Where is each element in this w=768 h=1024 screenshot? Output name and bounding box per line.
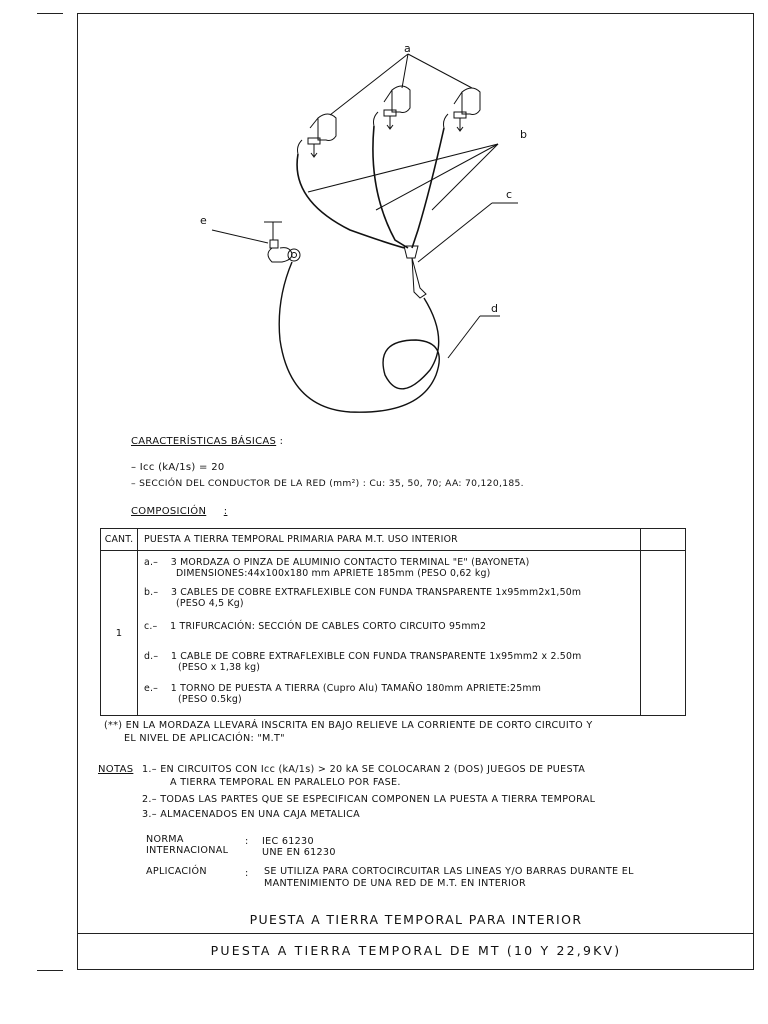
items-cell (138, 551, 641, 716)
nota-2: 2.– TODAS LAS PARTES QUE SE ESPECIFICAN COMPONEN LA PUESTA A TIERRA TEMPORAL (142, 794, 596, 805)
label-a: a (404, 42, 411, 55)
margin-tick-bottom (37, 970, 63, 971)
composicion-colon: : (223, 506, 228, 517)
title-block-title2: PUESTA A TIERRA TEMPORAL DE MT (10 Y 22,9KV) (210, 943, 622, 958)
mordaza-note-line1: (**) EN LA MORDAZA LLEVARÁ INSCRITA EN BAJO RELIEVE LA CORRIENTE DE CORTO CIRCUITO Y (104, 720, 593, 731)
clamp-a-right (444, 88, 481, 131)
grounding-set-drawing (180, 40, 540, 440)
clamp-a-center (374, 86, 411, 129)
header-cant: CANT. (101, 529, 138, 551)
nota-1-line1: 1.– EN CIRCUITOS CON Icc (kA/1s) > 20 kA SE COLOCARAN 2 (DOS) JUEGOS DE PUESTA (142, 764, 586, 775)
aplicacion-colon: : (245, 868, 249, 879)
norma-label1: NORMA (146, 834, 184, 845)
mordaza-note-line2: EL NIVEL DE APLICACIÓN: "M.T" (124, 733, 285, 744)
nota-3: 3.– ALMACENADOS EN UNA CAJA METALICA (142, 809, 361, 820)
label-c: c (506, 188, 513, 201)
item-a: a.– 3 MORDAZA O PINZA DE ALUMINIO CONTACTO TERMINAL "E" (BAYONETA) DIMENSIONES:44x100x180 mm APRIETE 185mm (PESO 0,62 kg) (144, 557, 530, 579)
notas-heading: NOTAS (98, 764, 134, 775)
seccion-line: – SECCIÓN DEL CONDUCTOR DE LA RED (mm²) : Cu: 35, 50, 70; AA: 70,120,185. (131, 478, 524, 489)
item-c: c.– 1 TRIFURCACIÓN: SECCIÓN DE CABLES CORTO CIRCUITO 95mm2 (144, 621, 487, 632)
aplicacion-label: APLICACIÓN (146, 866, 207, 877)
norma-label2: INTERNACIONAL (146, 845, 229, 856)
label-b: b (520, 128, 527, 141)
icc-line: – Icc (kA/1s) = 20 (131, 462, 225, 473)
caracteristicas-heading: CARACTERÍSTICAS BÁSICAS (131, 436, 277, 447)
header-blank (641, 529, 686, 551)
caracteristicas-heading-row (131, 436, 283, 447)
table-row (101, 551, 686, 716)
caracteristicas-colon: : (279, 436, 284, 447)
composicion-heading: COMPOSICIÓN (131, 506, 207, 517)
item-d: d.– 1 CABLE DE COBRE EXTRAFLEXIBLE CON FUNDA TRANSPARENTE 1x95mm2 x 2.50m (PESO x 1,38 kg) (144, 651, 582, 673)
qty-cell: 1 (101, 551, 138, 716)
header-desc: PUESTA A TIERRA TEMPORAL PRIMARIA PARA M.T. USO INTERIOR (138, 529, 641, 551)
margin-tick-top (37, 13, 63, 14)
aplicacion-line2: MANTENIMIENTO DE UNA RED DE M.T. EN INTERIOR (264, 878, 526, 889)
norma-colon: : (245, 836, 249, 847)
item-e: e.– 1 TORNO DE PUESTA A TIERRA (Cupro Alu) TAMAÑO 180mm APRIETE:25mm (PESO 0.5kg) (144, 683, 542, 705)
table-header-row (101, 529, 686, 551)
item-b: b.– 3 CABLES DE COBRE EXTRAFLEXIBLE CON FUNDA TRANSPARENTE 1x95mm2x1,50m (PESO 4,5 Kg) (144, 587, 582, 609)
norma-value2: UNE EN 61230 (262, 847, 336, 858)
label-d: d (491, 302, 498, 315)
title-block-divider (78, 933, 754, 934)
norma-value1: IEC 61230 (262, 836, 314, 847)
torno-e (264, 222, 300, 262)
composicion-heading-row (131, 506, 227, 517)
label-e: e (200, 214, 207, 227)
composition-table (100, 528, 686, 716)
blank-cell (641, 551, 686, 716)
clamp-a-left (298, 114, 337, 157)
title-block-title1: PUESTA A TIERRA TEMPORAL PARA INTERIOR (249, 912, 583, 927)
aplicacion-line1: SE UTILIZA PARA CORTOCIRCUITAR LAS LINEAS Y/O BARRAS DURANTE EL (264, 866, 634, 877)
nota-1-line2: A TIERRA TEMPORAL EN PARALELO POR FASE. (170, 777, 401, 788)
